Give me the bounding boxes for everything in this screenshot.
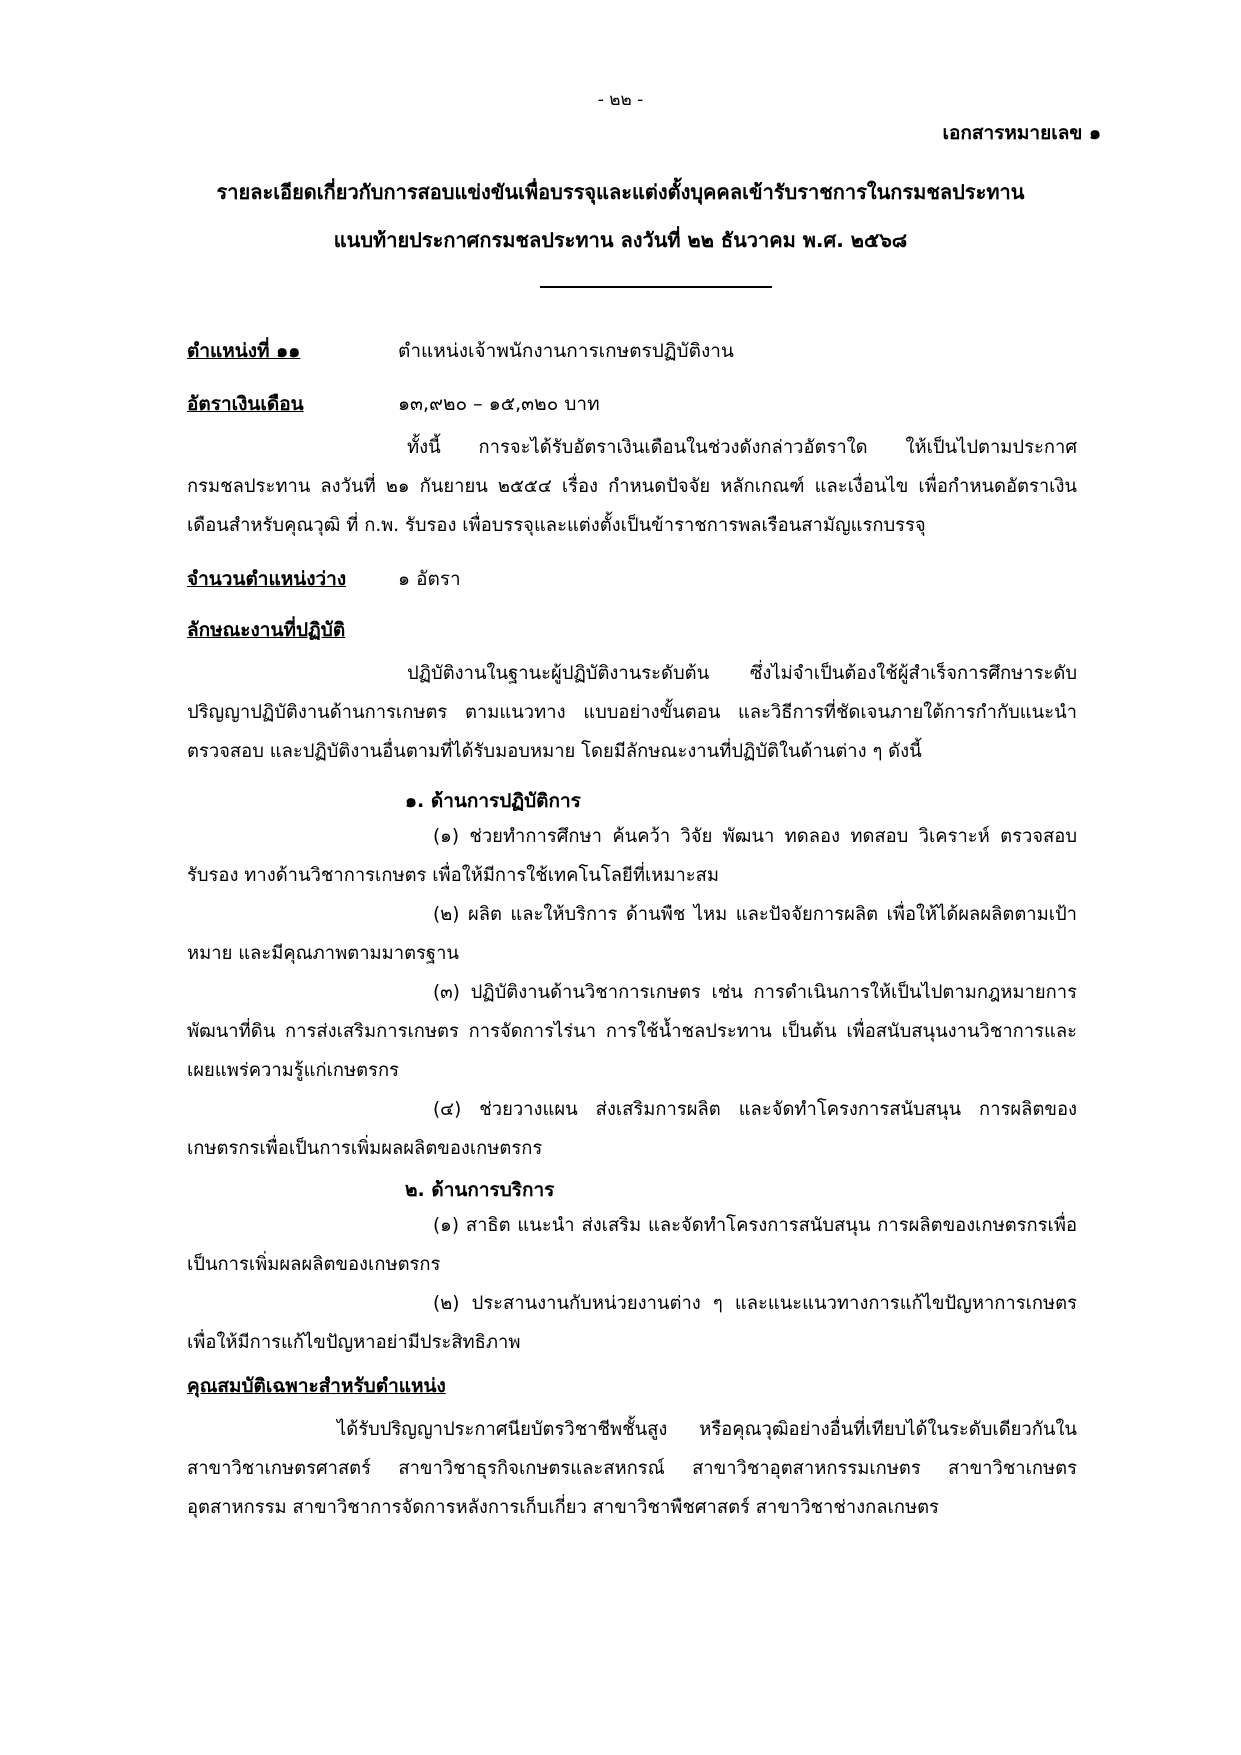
title-divider (540, 286, 772, 288)
salary-value: ๑๓,๙๒๐ – ๑๕,๓๒๐ บาท (398, 393, 600, 415)
salary-label: อัตราเงินเดือน (187, 393, 304, 415)
salary-note: ทั้งนี้ การจะได้รับอัตราเงินเดือนในช่วงดังกล่าวอัตราใด ให้เป็นไปตามประกาศกรมชลประทาน ลงวันที่ ๒๑ กันยายน ๒๕๕๔ เรื่อง กำหนดปัจจัย หลักเกณฑ์ และเงื่อนไข เพื่อกำหนดอัตราเงินเดือนสำหรับคุณวุฒิ ที่ ก.พ. รับรอง เพื่อบรรจุและแต่งตั้งเป็นข้าราชการพลเรือนสามัญแรกบรรจุ (187, 437, 1077, 536)
position-value: ตำแหน่งเจ้าพนักงานการเกษตรปฏิบัติงาน (398, 340, 734, 362)
section1-item-3: (๓) ปฏิบัติงานด้านวิชาการเกษตร เช่น การดำเนินการให้เป็นไปตามกฎหมายการพัฒนาที่ดิน การส่งเสริมการเกษตร การจัดการไร่นา การใช้น้ำชลประทาน เป็นต้น เพื่อสนับสนุนงานวิชาการและเผยแพร่ความรู้แก่เกษตรกร (187, 982, 1077, 1081)
vacancies-label: จำนวนตำแหน่งว่าง (187, 568, 347, 590)
section2-item-1: (๑) สาธิต แนะนำ ส่งเสริม และจัดทำโครงการสนับสนุน การผลิตของเกษตรกรเพื่อเป็นการเพิ่มผลผลิตของเกษตรกร (187, 1215, 1077, 1275)
section1-heading: ๑. ด้านการปฏิบัติการ (405, 790, 581, 812)
page-number: - ๒๒ - (597, 90, 644, 110)
job-nature-label: ลักษณะงานที่ปฏิบัติ (187, 619, 346, 641)
section1-item-4: (๔) ช่วยวางแผน ส่งเสริมการผลิต และจัดทำโครงการสนับสนุน การผลิตของเกษตรกรเพื่อเป็นการเพิ่มผลผลิตของเกษตรกร (187, 1099, 1077, 1159)
document-title: รายละเอียดเกี่ยวกับการสอบแข่งขันเพื่อบรรจุและแต่งตั้งบุคคลเข้ารับราชการในกรมชลประทาน (216, 180, 1025, 204)
qualifications-label: คุณสมบัติเฉพาะสำหรับตำแหน่ง (187, 1375, 446, 1397)
section1-item-1: (๑) ช่วยทำการศึกษา ค้นคว้า วิจัย พัฒนา ทดลอง ทดสอบ วิเคราะห์ ตรวจสอบรับรอง ทางด้านวิชาการเกษตร เพื่อให้มีการใช้เทคโนโลยีที่เหมาะสม (187, 826, 1077, 886)
section2-item-2: (๒) ประสานงานกับหน่วยงานต่าง ๆ และแนะแนวทางการแก้ไขปัญหาการเกษตรเพื่อให้มีการแก้ไขปัญหาอย่ามีประสิทธิภาพ (187, 1293, 1077, 1353)
job-nature-intro: ปฏิบัติงานในฐานะผู้ปฏิบัติงานระดับต้น ซึ่งไม่จำเป็นต้องใช้ผู้สำเร็จการศึกษาระดับปริญญาปฏิบัติงานด้านการเกษตร ตามแนวทาง แบบอย่างขั้นตอน และวิธีการที่ชัดเจนภายใต้การกำกับแนะนำ ตรวจสอบ และปฏิบัติงานอื่นตามที่ได้รับมอบหมาย โดยมีลักษณะงานที่ปฏิบัติในด้านต่าง ๆ ดังนี้ (187, 663, 1077, 762)
document-subtitle: แนบท้ายประกาศกรมชลประทาน ลงวันที่ ๒๒ ธันวาคม พ.ศ. ๒๕๖๘ (333, 228, 908, 252)
section2-heading: ๒. ด้านการบริการ (405, 1179, 555, 1201)
position-label: ตำแหน่งที่ ๑๑ (187, 340, 301, 362)
document-reference: เอกสารหมายเลข ๑ (942, 122, 1101, 144)
qualifications-text: ได้รับปริญญาประกาศนียบัตรวิชาชีพชั้นสูง หรือคุณวุฒิอย่างอื่นที่เทียบได้ในระดับเดียวกันในสาขาวิชาเกษตรศาสตร์ สาขาวิชาธุรกิจเกษตรและสหกรณ์ สาขาวิชาอุตสาหกรรมเกษตร สาขาวิชาเกษตรอุตสาหกรรม สาขาวิชาการจัดการหลังการเก็บเกี่ยว สาขาวิชาพืชศาสตร์ สาขาวิชาช่างกลเกษตร (187, 1419, 1077, 1518)
vacancies-value: ๑ อัตรา (398, 568, 461, 590)
section1-item-2: (๒) ผลิต และให้บริการ ด้านพืช ไหม และปัจจัยการผลิต เพื่อให้ได้ผลผลิตตามเป้าหมาย และมีคุณภาพตามมาตรฐาน (187, 904, 1077, 964)
